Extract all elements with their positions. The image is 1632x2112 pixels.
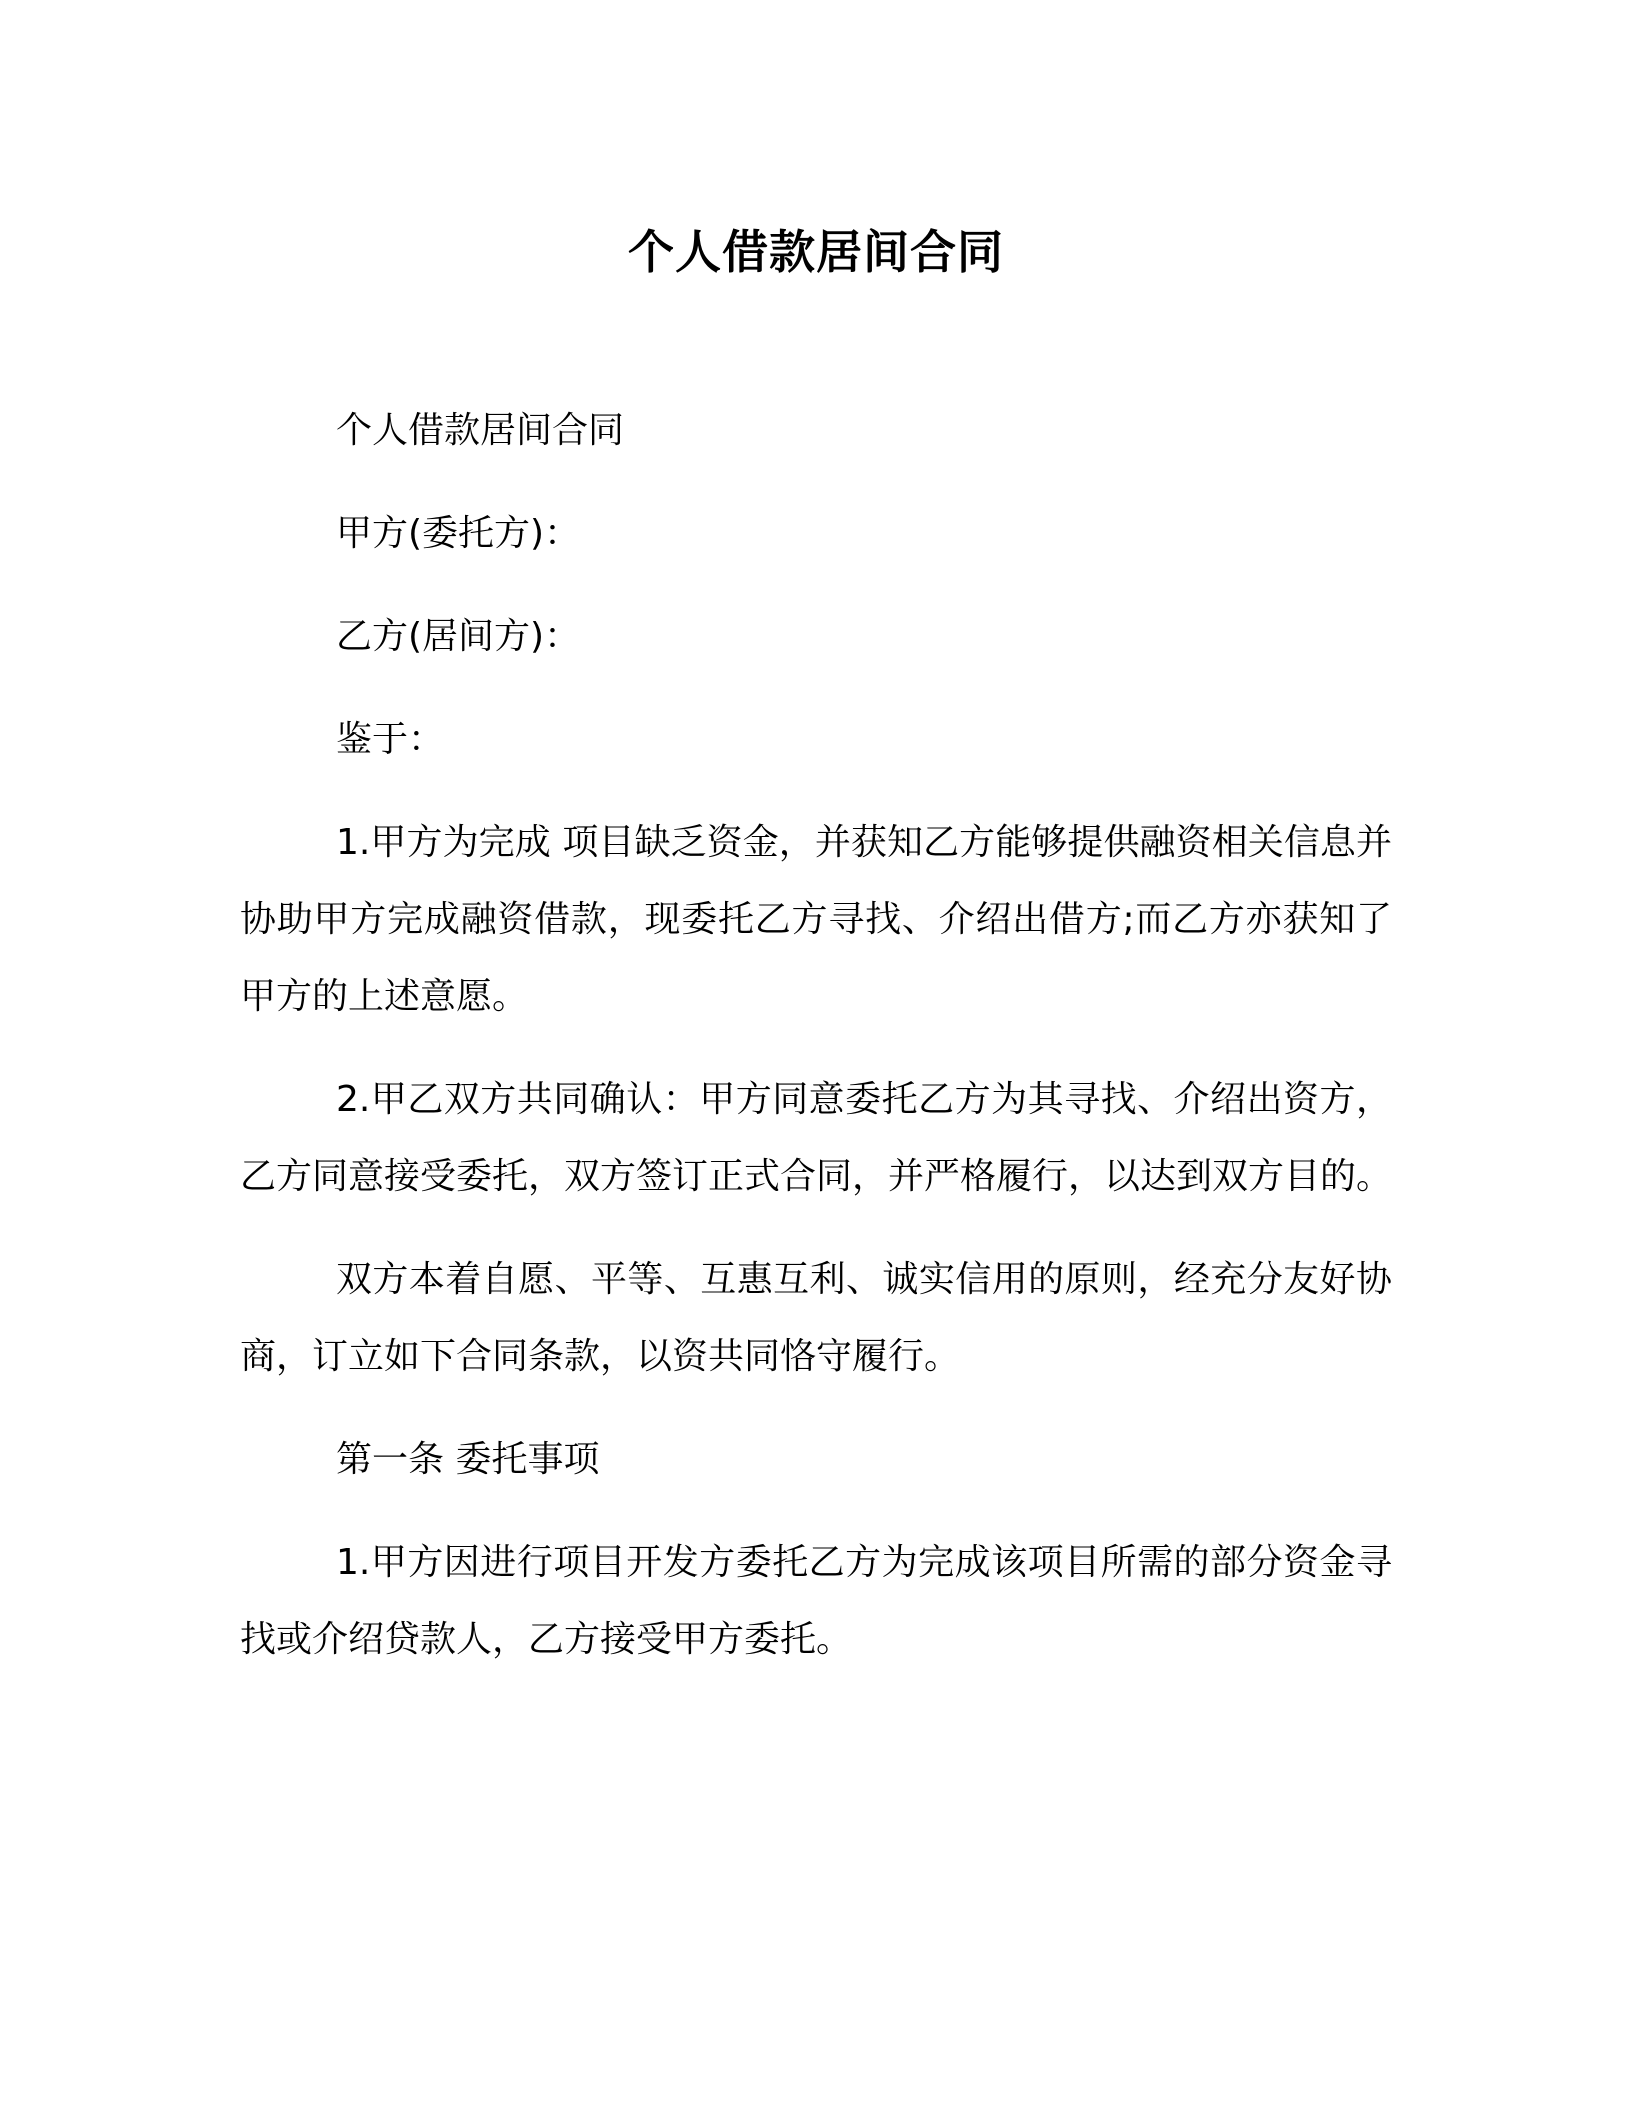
document-body	[240, 392, 1392, 1704]
paragraph-recital-1: 1.甲方为完成 项目缺乏资金，并获知乙方能够提供融资相关信息并协助甲方完成融资借款，现委托乙方寻找、介绍出借方;而乙方亦获知了甲方的上述意愿。	[240, 822, 1392, 1017]
paragraph-contract-name: 个人借款居间合同	[336, 410, 625, 451]
document-title: 个人借款居间合同	[628, 225, 1004, 279]
paragraph-party-b: 乙方(居间方)：	[336, 616, 581, 657]
paragraph-party-a: 甲方(委托方)：	[336, 513, 581, 554]
paragraph-principles: 双方本着自愿、平等、互惠互利、诚实信用的原则，经充分友好协商，订立如下合同条款，以资共同恪守履行。	[240, 1259, 1392, 1377]
paragraph-recital-2: 2.甲乙双方共同确认：甲方同意委托乙方为其寻找、介绍出资方，乙方同意接受委托，双方签订正式合同，并严格履行，以达到双方目的。	[240, 1079, 1393, 1197]
paragraph-article-1-heading: 第一条 委托事项	[336, 1439, 600, 1480]
paragraph-whereas: 鉴于：	[336, 719, 445, 760]
paragraph-article-1-clause-1: 1.甲方因进行项目开发方委托乙方为完成该项目所需的部分资金寻找或介绍贷款人，乙方接受甲方委托。	[240, 1542, 1392, 1660]
